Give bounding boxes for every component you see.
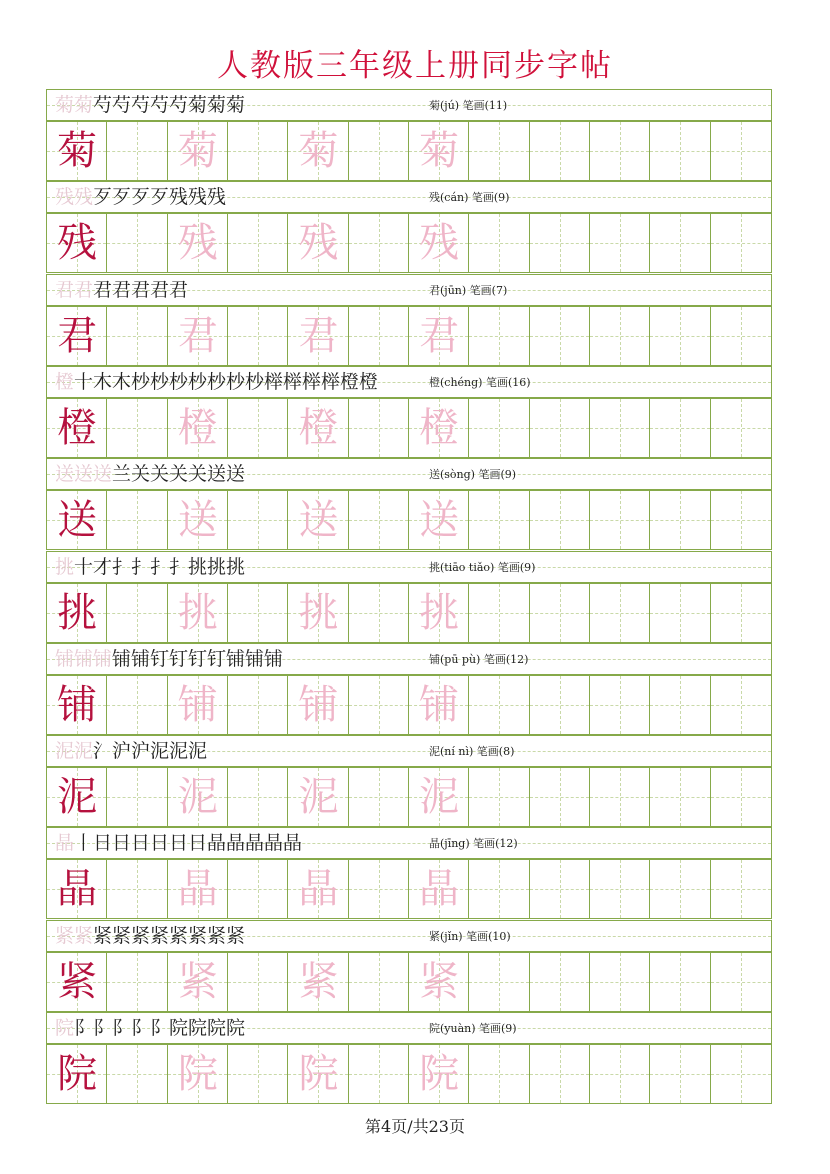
practice-cell[interactable]: [168, 307, 228, 365]
practice-cell[interactable]: [530, 860, 590, 918]
practice-cell[interactable]: [650, 307, 710, 365]
stroke-order-row: [46, 274, 772, 306]
practice-cell[interactable]: [107, 676, 167, 734]
practice-cell[interactable]: [590, 953, 650, 1011]
practice-cell[interactable]: [107, 584, 167, 642]
practice-cell[interactable]: [228, 122, 288, 180]
character-info: 晶(jīng) 笔画(12): [429, 837, 518, 850]
character-info: 挑(tiāo tiǎo) 笔画(9): [429, 561, 536, 574]
character-block: [46, 920, 772, 1012]
practice-cell[interactable]: [288, 491, 348, 549]
practice-grid-row: [46, 398, 772, 458]
character-block: [46, 181, 772, 273]
stroke-order-row: [46, 735, 772, 767]
practice-cell[interactable]: [349, 491, 409, 549]
practice-cell[interactable]: [409, 1045, 469, 1103]
practice-cell[interactable]: [107, 399, 167, 457]
trace-character: 君: [177, 313, 218, 359]
stroke-sequence: 送送送兰关关关关送送: [55, 463, 246, 485]
practice-cell[interactable]: [530, 307, 590, 365]
trace-character: 残: [419, 220, 460, 266]
practice-cell[interactable]: [650, 584, 710, 642]
stroke-sequence: 铺铺铺铺铺钉钉钉钉铺铺铺: [55, 648, 284, 670]
practice-cell[interactable]: [711, 214, 771, 272]
practice-cell[interactable]: [288, 214, 348, 272]
practice-cell[interactable]: [409, 491, 469, 549]
stroke-sequence: 挑十才扌扌扌扌挑挑挑: [55, 556, 246, 578]
practice-cell[interactable]: [168, 768, 228, 826]
practice-cell[interactable]: [530, 399, 590, 457]
practice-cell[interactable]: [650, 122, 710, 180]
practice-grid-row: [46, 213, 772, 273]
practice-cell[interactable]: [469, 491, 529, 549]
practice-cell[interactable]: [711, 491, 771, 549]
stroke-sequence: 君君君君君君君: [55, 279, 189, 301]
practice-cell[interactable]: [650, 1045, 710, 1103]
practice-cell[interactable]: [47, 399, 107, 457]
practice-cell[interactable]: [469, 584, 529, 642]
practice-cell[interactable]: [711, 676, 771, 734]
practice-grid-row: [46, 306, 772, 366]
stroke-order-row: [46, 643, 772, 675]
trace-character: 挑: [298, 590, 339, 636]
practice-cell[interactable]: [228, 676, 288, 734]
stroke-sequence: 菊菊芍芍芍芍芍菊菊菊: [55, 94, 246, 116]
stroke-order-row: [46, 366, 772, 398]
practice-cell[interactable]: [349, 122, 409, 180]
practice-cell[interactable]: [168, 214, 228, 272]
practice-cell[interactable]: [409, 214, 469, 272]
practice-cell[interactable]: [47, 214, 107, 272]
practice-cell[interactable]: [47, 676, 107, 734]
stroke-order-row: [46, 458, 772, 490]
practice-cell[interactable]: [650, 491, 710, 549]
practice-cell[interactable]: [168, 584, 228, 642]
character-info: 泥(ní nì) 笔画(8): [429, 745, 515, 758]
trace-character: 泥: [298, 774, 339, 820]
model-character: 晶: [57, 866, 98, 912]
practice-cell[interactable]: [228, 584, 288, 642]
practice-cell[interactable]: [168, 1045, 228, 1103]
practice-cell[interactable]: [228, 860, 288, 918]
character-block: [46, 735, 772, 827]
trace-character: 铺: [419, 682, 460, 728]
practice-grid-row: [46, 1044, 772, 1104]
character-block: [46, 643, 772, 735]
model-character: 泥: [57, 774, 98, 820]
trace-character: 送: [177, 497, 218, 543]
practice-cell[interactable]: [530, 953, 590, 1011]
practice-cell[interactable]: [168, 491, 228, 549]
practice-cell[interactable]: [228, 768, 288, 826]
character-info: 菊(jú) 笔画(11): [429, 99, 508, 112]
practice-cell[interactable]: [530, 676, 590, 734]
practice-cell[interactable]: [711, 953, 771, 1011]
practice-cell[interactable]: [168, 860, 228, 918]
character-block: [46, 827, 772, 919]
practice-cell[interactable]: [168, 953, 228, 1011]
practice-cell[interactable]: [409, 584, 469, 642]
practice-cell[interactable]: [469, 399, 529, 457]
practice-cell[interactable]: [469, 307, 529, 365]
trace-character: 橙: [419, 405, 460, 451]
model-character: 君: [57, 313, 98, 359]
practice-grid-row: [46, 490, 772, 550]
practice-cell[interactable]: [47, 584, 107, 642]
practice-cell[interactable]: [650, 768, 710, 826]
practice-grid-row: [46, 859, 772, 919]
trace-character: 橙: [177, 405, 218, 451]
character-block: [46, 1012, 772, 1104]
practice-cell[interactable]: [349, 768, 409, 826]
practice-cell[interactable]: [288, 122, 348, 180]
practice-cell[interactable]: [47, 491, 107, 549]
character-info: 残(cán) 笔画(9): [429, 191, 510, 204]
trace-character: 院: [298, 1051, 339, 1097]
practice-cell[interactable]: [47, 1045, 107, 1103]
practice-cell[interactable]: [349, 676, 409, 734]
practice-cell[interactable]: [469, 122, 529, 180]
practice-cell[interactable]: [288, 1045, 348, 1103]
character-info: 铺(pū pù) 笔画(12): [429, 653, 529, 666]
practice-cell[interactable]: [469, 1045, 529, 1103]
stroke-sequence: 残残歹歹歹歹残残残: [55, 186, 227, 208]
trace-character: 晶: [177, 866, 218, 912]
practice-cell[interactable]: [590, 307, 650, 365]
character-info: 送(sòng) 笔画(9): [429, 468, 517, 481]
practice-cell[interactable]: [469, 676, 529, 734]
stroke-order-row: [46, 827, 772, 859]
practice-cell[interactable]: [711, 860, 771, 918]
practice-cell[interactable]: [107, 307, 167, 365]
practice-cell[interactable]: [107, 1045, 167, 1103]
practice-cell[interactable]: [228, 1045, 288, 1103]
practice-cell[interactable]: [107, 860, 167, 918]
practice-cell[interactable]: [288, 860, 348, 918]
model-character: 送: [57, 497, 98, 543]
practice-cell[interactable]: [590, 1045, 650, 1103]
practice-cell[interactable]: [288, 768, 348, 826]
practice-cell[interactable]: [650, 214, 710, 272]
character-block: [46, 458, 772, 550]
practice-cell[interactable]: [288, 676, 348, 734]
stroke-order-row: [46, 181, 772, 213]
practice-cell[interactable]: [530, 1045, 590, 1103]
practice-cell[interactable]: [409, 122, 469, 180]
practice-cell[interactable]: [47, 953, 107, 1011]
model-character: 橙: [57, 405, 98, 451]
practice-cell[interactable]: [47, 122, 107, 180]
trace-character: 残: [177, 220, 218, 266]
trace-character: 君: [298, 313, 339, 359]
model-character: 菊: [57, 128, 98, 174]
practice-cell[interactable]: [107, 214, 167, 272]
practice-cell[interactable]: [469, 860, 529, 918]
practice-cell[interactable]: [47, 860, 107, 918]
practice-cell[interactable]: [469, 768, 529, 826]
trace-character: 送: [419, 497, 460, 543]
trace-character: 紧: [298, 959, 339, 1005]
model-character: 院: [57, 1051, 98, 1097]
practice-cell[interactable]: [469, 953, 529, 1011]
practice-cell[interactable]: [228, 214, 288, 272]
stroke-sequence: 橙十木木杪杪杪杪杪杪杪榉榉榉榉橙橙: [55, 371, 379, 393]
trace-character: 挑: [419, 590, 460, 636]
practice-cell[interactable]: [228, 953, 288, 1011]
practice-cell[interactable]: [650, 860, 710, 918]
practice-grid-row: [46, 583, 772, 643]
practice-cell[interactable]: [530, 584, 590, 642]
character-info: 紧(jǐn) 笔画(10): [429, 930, 511, 943]
practice-cell[interactable]: [409, 307, 469, 365]
practice-cell[interactable]: [650, 676, 710, 734]
practice-cell[interactable]: [288, 584, 348, 642]
character-info: 橙(chéng) 笔画(16): [429, 376, 531, 389]
stroke-order-row: [46, 920, 772, 952]
practice-cell[interactable]: [530, 491, 590, 549]
practice-cell[interactable]: [590, 676, 650, 734]
model-character: 铺: [57, 682, 98, 728]
practice-cell[interactable]: [469, 214, 529, 272]
trace-character: 菊: [419, 128, 460, 174]
page-title: 人教版三年级上册同步字帖: [217, 48, 613, 84]
practice-cell[interactable]: [107, 953, 167, 1011]
practice-cell[interactable]: [288, 399, 348, 457]
practice-cell[interactable]: [47, 768, 107, 826]
trace-character: 铺: [298, 682, 339, 728]
practice-cell[interactable]: [349, 953, 409, 1011]
practice-cell[interactable]: [107, 122, 167, 180]
practice-cell[interactable]: [409, 399, 469, 457]
practice-cell[interactable]: [349, 307, 409, 365]
model-character: 紧: [57, 959, 98, 1005]
model-character: 残: [57, 220, 98, 266]
trace-character: 菊: [298, 128, 339, 174]
practice-cell[interactable]: [409, 676, 469, 734]
practice-cell[interactable]: [711, 584, 771, 642]
trace-character: 泥: [177, 774, 218, 820]
stroke-sequence: 晶丨日日日日日日晶晶晶晶晶: [55, 832, 303, 854]
trace-character: 紧: [419, 959, 460, 1005]
stroke-order-row: [46, 551, 772, 583]
practice-grid-row: [46, 952, 772, 1012]
character-info: 君(jūn) 笔画(7): [429, 284, 508, 297]
practice-cell[interactable]: [711, 307, 771, 365]
practice-cell[interactable]: [228, 307, 288, 365]
practice-cell[interactable]: [590, 768, 650, 826]
stroke-sequence: 紧紧紧紧紧紧紧紧紧紧: [55, 925, 246, 947]
stroke-sequence: 院阝阝阝阝阝院院院院: [55, 1017, 246, 1039]
practice-cell[interactable]: [530, 768, 590, 826]
practice-cell[interactable]: [590, 491, 650, 549]
practice-cell[interactable]: [349, 399, 409, 457]
practice-cell[interactable]: [650, 399, 710, 457]
practice-cell[interactable]: [168, 676, 228, 734]
practice-cell[interactable]: [711, 768, 771, 826]
practice-cell[interactable]: [228, 491, 288, 549]
practice-cell[interactable]: [349, 214, 409, 272]
practice-cell[interactable]: [228, 399, 288, 457]
practice-cell[interactable]: [530, 214, 590, 272]
trace-character: 送: [298, 497, 339, 543]
practice-cell[interactable]: [168, 122, 228, 180]
character-block: [46, 551, 772, 643]
practice-cell[interactable]: [107, 768, 167, 826]
practice-cell[interactable]: [349, 1045, 409, 1103]
practice-cell[interactable]: [650, 953, 710, 1011]
practice-cell[interactable]: [288, 953, 348, 1011]
practice-cell[interactable]: [168, 399, 228, 457]
trace-character: 君: [419, 313, 460, 359]
practice-cell[interactable]: [409, 768, 469, 826]
character-block: [46, 274, 772, 366]
practice-cell[interactable]: [349, 584, 409, 642]
model-character: 挑: [57, 590, 98, 636]
practice-grid-row: [46, 121, 772, 181]
practice-grid-row: [46, 767, 772, 827]
trace-character: 院: [419, 1051, 460, 1097]
practice-cell[interactable]: [590, 584, 650, 642]
practice-cell[interactable]: [590, 399, 650, 457]
practice-cell[interactable]: [409, 953, 469, 1011]
character-block: [46, 89, 772, 181]
trace-character: 菊: [177, 128, 218, 174]
practice-cell[interactable]: [107, 491, 167, 549]
practice-cell[interactable]: [590, 214, 650, 272]
practice-cell[interactable]: [711, 1045, 771, 1103]
practice-cell[interactable]: [590, 122, 650, 180]
practice-cell[interactable]: [409, 860, 469, 918]
practice-cell[interactable]: [47, 307, 107, 365]
trace-character: 泥: [419, 774, 460, 820]
practice-grid-row: [46, 675, 772, 735]
trace-character: 晶: [419, 866, 460, 912]
practice-cell[interactable]: [711, 122, 771, 180]
trace-character: 院: [177, 1051, 218, 1097]
trace-character: 铺: [177, 682, 218, 728]
practice-cell[interactable]: [590, 860, 650, 918]
stroke-order-row: [46, 89, 772, 121]
practice-sheet: [46, 89, 772, 1105]
stroke-order-row: [46, 1012, 772, 1044]
trace-character: 晶: [298, 866, 339, 912]
trace-character: 挑: [177, 590, 218, 636]
character-block: [46, 366, 772, 458]
practice-cell[interactable]: [349, 860, 409, 918]
character-info: 院(yuàn) 笔画(9): [429, 1022, 517, 1035]
practice-cell[interactable]: [530, 122, 590, 180]
practice-cell[interactable]: [288, 307, 348, 365]
page-number: 第4页/共23页: [365, 1117, 465, 1136]
stroke-sequence: 泥泥氵沪沪泥泥泥: [55, 740, 208, 762]
practice-cell[interactable]: [711, 399, 771, 457]
trace-character: 残: [298, 220, 339, 266]
trace-character: 紧: [177, 959, 218, 1005]
trace-character: 橙: [298, 405, 339, 451]
